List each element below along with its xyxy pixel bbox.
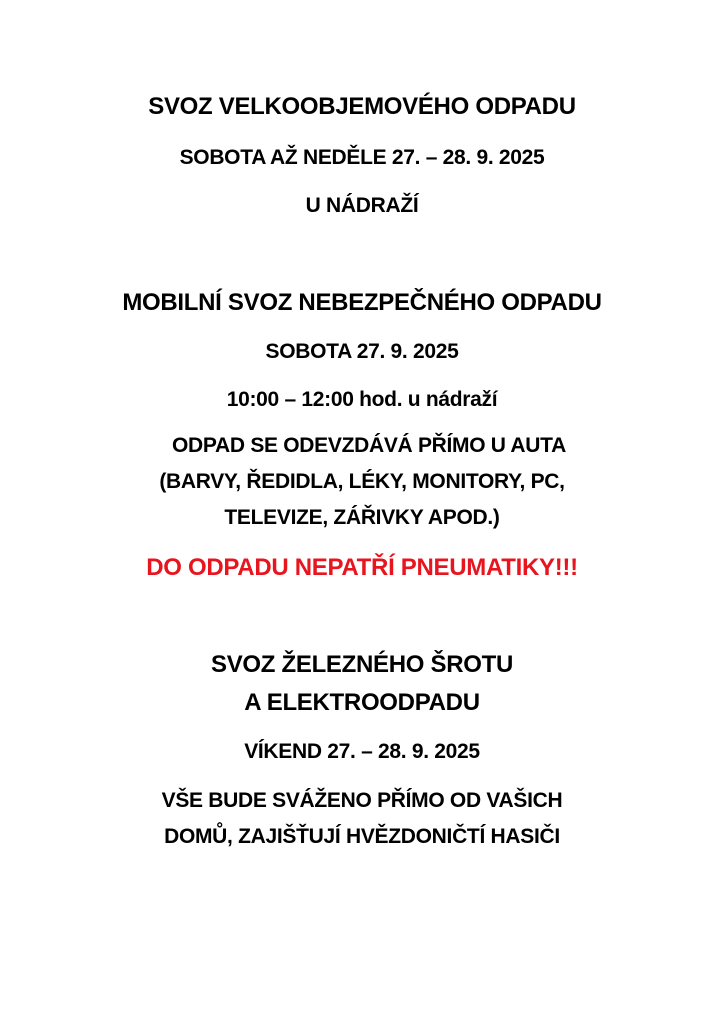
section3-title-line: SVOZ ŽELEZNÉHO ŠROTU xyxy=(210,651,514,678)
section2-warning: DO ODPADU NEPATŘÍ PNEUMATIKY!!! xyxy=(146,554,578,581)
section1-date: SOBOTA AŽ NEDĚLE 27. – 28. 9. 2025 xyxy=(179,146,545,169)
section2-time: 10:00 – 12:00 hod. u nádraží xyxy=(226,388,498,411)
section1-place: U NÁDRAŽÍ xyxy=(305,194,419,217)
section2-date: SOBOTA 27. 9. 2025 xyxy=(265,340,459,363)
section3-title-line: A ELEKTROODPADU xyxy=(244,689,480,716)
section1-title: SVOZ VELKOOBJEMOVÉHO ODPADU xyxy=(148,93,576,120)
section3-date: VÍKEND 27. – 28. 9. 2025 xyxy=(244,740,480,763)
section2-title: MOBILNÍ SVOZ NEBEZPEČNÉHO ODPADU xyxy=(122,289,602,316)
section2-note-line: ODPAD SE ODEVZDÁVÁ PŘÍMO U AUTA xyxy=(172,434,566,457)
section3-note-line: VŠE BUDE SVÁŽENO PŘÍMO OD VAŠICH xyxy=(161,789,563,812)
section2-note-line: (BARVY, ŘEDIDLA, LÉKY, MONITORY, PC, xyxy=(159,470,565,493)
section3-note-line: DOMŮ, ZAJIŠŤUJÍ HVĚZDONIČTÍ HASIČI xyxy=(164,825,560,848)
section2-note-line: TELEVIZE, ZÁŘIVKY APOD.) xyxy=(224,506,500,529)
